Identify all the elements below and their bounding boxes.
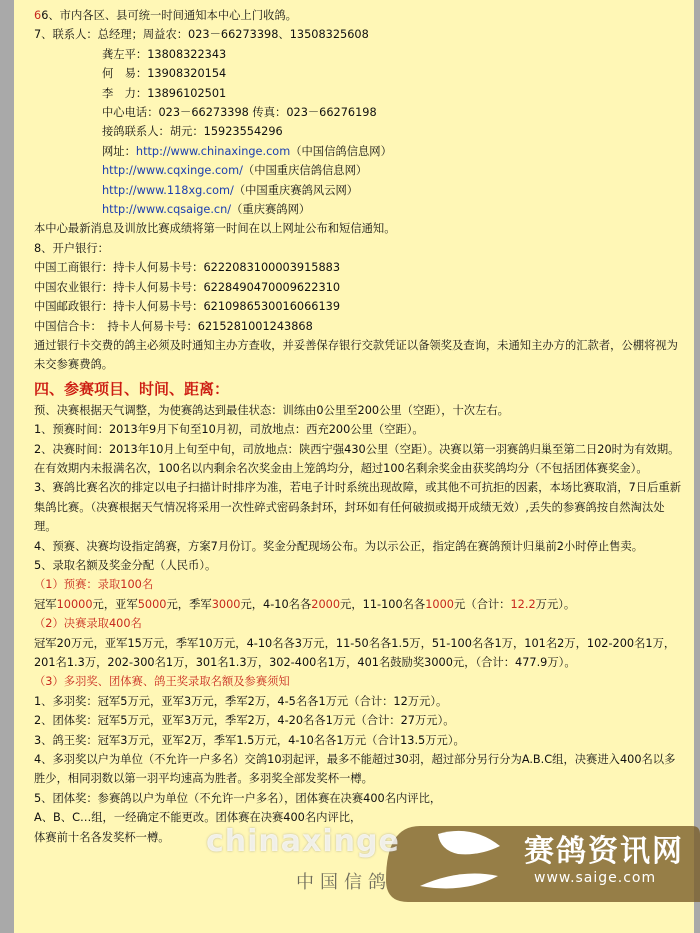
prize-line: 冠军10000元，亚军5000元，季军3000元，4-10名各2000元，11-100名各1000元（合计：12.2万元）。 xyxy=(34,597,576,611)
paragraph: 5、录取名额及奖金分配（人民币）。 xyxy=(34,558,217,572)
item-7: 7、联系人：总经理；周益农：023－66273398、13508325608 xyxy=(34,28,369,42)
bank-line: 中国邮政银行：持卡人何易卡号：6210986530016066139 xyxy=(34,300,341,314)
website-link[interactable]: http://www.cqxinge.com/ xyxy=(102,164,243,178)
paragraph: 4、预赛、决赛均设指定鸽赛，方案7月份订。奖金分配现场公布。为以示公正，指定鸽在赛鸽预计归巢前2小时停止售卖。 xyxy=(34,539,644,553)
award-line: 4、多羽奖以户为单位（不允许一户多名）交鸽10羽起评，最多不能超过30羽，超过部分另行分为A.B.C组，决赛进入400名以多胜少，相同羽数以第一羽平均速高为胜者。多羽奖全部发奖杯一樽。 xyxy=(34,753,676,786)
bank-note: 通过银行卡交费的鸽主必须及时通知主办方查收，并妥善保存银行交款凭证以备领奖及查询，未通知主办方的汇款者，公棚将视为未交参赛费鸽。 xyxy=(34,338,678,372)
section-heading: 四、参赛项目、时间、距离： xyxy=(34,379,230,398)
bank-line: 中国信合卡： 持卡人何易卡号：6215281001243868 xyxy=(34,319,313,333)
contact-line: 接鸽联系人：胡元：15923554296 xyxy=(102,125,283,139)
website-line xyxy=(34,181,686,200)
website-link[interactable]: http://www.chinaxinge.com xyxy=(135,144,291,158)
subheading: （2）决赛录取400名 xyxy=(34,617,142,631)
website-name: （中国重庆赛鸽风云网） xyxy=(233,183,359,197)
paragraph: 3、赛鸽比赛名次的排定以电子扫描计时排序为准，若电子计时系统出现故障，或其他不可抗拒的因素，本场比赛取消，7日后重新集鸽比赛。（决赛根据天气情况将采用一次性碎式密码条封环，封环如有任何破损或揭开成绩无效）,丢失的参赛鸽按自然淘汰处理。 xyxy=(34,481,682,534)
bank-line: 中国工商银行：持卡人何易卡号：6222083100003915883 xyxy=(34,261,341,275)
website-line xyxy=(34,161,686,180)
logo-url: www.saige.com xyxy=(534,870,657,886)
contact-line: 中心电话：023－66273398 传真：023－66276198 xyxy=(102,106,377,120)
watermark-text: chinaxinge xyxy=(206,824,400,859)
paragraph: 预、决赛根据天气调整，为使赛鸽达到最佳状态：训练由0公里至200公里（空距），十次左右。 xyxy=(34,403,509,417)
award-line: 1、多羽奖：冠军5万元，亚军3万元，季军2万，4-5名各1万元（合计：12万元）。 xyxy=(34,694,448,708)
watermark-subtext: 中国信鸽 xyxy=(296,872,392,893)
paragraph: 2、决赛时间：2013年10月上旬至中旬，司放地点：陕西宁强430公里（空距）。决赛以第一羽赛鸽归巢至第二日20时为有效期。在有效期内未报满名次，100名以内剩余名次奖金由上笼鸽均分，超过100名剩余奖金由获奖鸽均分（不包括团体赛奖金）。 xyxy=(34,442,680,475)
bank-line: 中国农业银行：持卡人何易卡号：6228490470009622310 xyxy=(34,280,341,294)
item-6: 66、市内各区、县可统一时间通知本中心上门收鸽。 xyxy=(34,9,297,22)
notice-line: 本中心最新消息及训放比赛成绩将第一时间在以上网址公布和短信通知。 xyxy=(34,222,396,236)
website-line xyxy=(34,200,686,219)
contact-line: 龚左平：13808322343 xyxy=(102,47,227,61)
website-line xyxy=(34,142,686,161)
subheading: （3）多羽奖、团体赛、鸽王奖录取名额及参赛须知 xyxy=(34,675,290,689)
logo-title: 赛鸽资讯网 xyxy=(524,834,684,869)
website-label: 网址： xyxy=(102,144,136,158)
item-8: 8、开户银行： xyxy=(34,241,109,255)
award-line: 3、鸽王奖：冠军3万元，亚军2万，季军1.5万元，4-10名各1万元（合计13.5万元）。 xyxy=(34,733,465,747)
website-link[interactable]: http://www.cqsaige.cn/ xyxy=(102,203,232,217)
website-name: （中国重庆信鸽信息网） xyxy=(242,164,368,178)
website-name: （中国信鸽信息网） xyxy=(290,144,392,158)
award-line: 体赛前十名各发奖杯一樽。 xyxy=(34,830,170,844)
award-line: A、B、C…组，一经确定不能更改。团体赛在决赛400名内评比， xyxy=(34,811,362,825)
prize-line: 冠军20万元，亚军15万元，季军10万元，4-10名各3万元，11-50名各1.5万，51-100名各1万，101名2万，102-200名1万，201名1.3万，202-300名1万，301名1.3万，302-400名1万，401名鼓励奖3000元，（合计：477.9万）。 xyxy=(34,636,676,669)
website-link[interactable]: http://www.118xg.com/ xyxy=(102,183,234,197)
subheading: （1）预赛：录取100名 xyxy=(34,578,154,592)
document-page xyxy=(14,0,694,933)
award-line: 5、团体奖：参赛鸽以户为单位（不允许一户多名），团体赛在决赛400名内评比， xyxy=(34,791,442,805)
paragraph: 1、预赛时间：2013年9月下旬至10月初，司放地点：西充200公里（空距）。 xyxy=(34,423,424,437)
contact-line: 李 力：13896102501 xyxy=(102,86,227,100)
website-name: （重庆赛鸽网） xyxy=(231,203,311,217)
award-line: 2、团体奖：冠军5万元，亚军3万元，季军2万，4-20名各1万元（合计：27万元）。 xyxy=(34,714,455,728)
contact-line: 何 易：13908320154 xyxy=(102,67,227,81)
